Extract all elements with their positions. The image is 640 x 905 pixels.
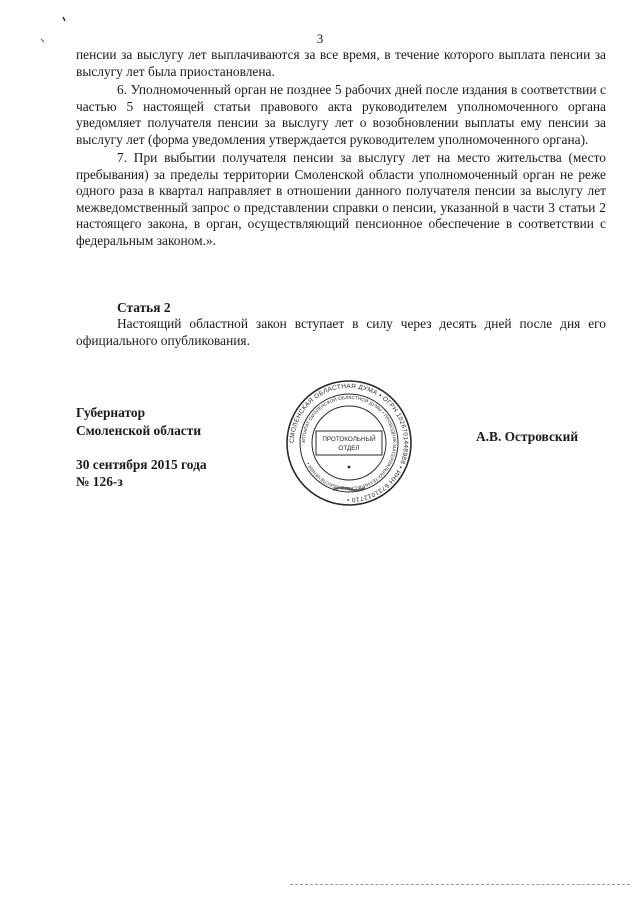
seal-outer-text: СМОЛЕНСКАЯ ОБЛАСТНАЯ ДУМА • ОГРН 1026701448988 • ИНН 6731012710 • (288, 382, 410, 504)
article-2-text: Настоящий областной закон вступает в силу через десять дней после дня его официального опубликования. (76, 316, 606, 348)
article-2-text-block (76, 316, 606, 351)
signatory-position-line2: Смоленской области (76, 423, 202, 438)
law-date: 30 сентября 2015 года (76, 457, 207, 472)
seal-dot (348, 466, 351, 469)
signature-block (76, 404, 207, 490)
body-paragraph-7: 7. При выбытии получателя пенсии за выслугу лет на место жительства (место пребывания) за пределы территории Смоленской области уполномоченный орган не реже одного раза в квартал направляет в отношении данного получателя пенсии за выслугу лет межведомственный запрос о представлении справки о пенсии, указанной в части 3 статьи 2 настоящего закона, в орган, осуществляющий пенсионное обеспечение в соответствии с федеральным законом.». (76, 150, 606, 248)
signatory-name: А.В. Островский (476, 429, 579, 444)
body-paragraph-6: 6. Уполномоченный орган не позднее 5 рабочих дней после издания в соответствии с частью 5 настоящей статьи правового акта руководителем уполномоченного органа уведомляет получателя пенсии за выслугу лет о возобновлении выплаты ему пенсии за выслугу лет (форма уведомления утверждается руководителем уполномоченного органа). (76, 82, 606, 147)
law-number: № 126-з (76, 474, 123, 489)
article-2-heading: Статья 2 (117, 300, 171, 315)
footer-rule (290, 884, 630, 885)
body-paragraph-1: пенсии за выслугу лет выплачиваются за все время, в течение которого выплата пенсии за выслугу лет была приостановлена. (76, 47, 606, 79)
seal-center-line1: ПРОТОКОЛЬНЫЙ (322, 436, 376, 443)
seal-bottom-smudge (333, 488, 365, 491)
body-text-block (76, 47, 606, 251)
seal-center-line2: ОТДЕЛ (338, 445, 360, 452)
page-number: 3 (316, 31, 324, 46)
official-seal (285, 379, 413, 507)
date-block (76, 456, 207, 490)
signatory-position-line1: Губернатор (76, 405, 146, 420)
seal-inner-text: АППАРАТ СМОЛЕНСКОЙ ОБЛАСТНОЙ ДУМЫ • ПРОВОДНИК МАТЕРИАЛЬНО-ТЕХНИЧЕСКОГО ОБЕСПЕЧЕНИЯ • (300, 394, 398, 492)
margin-mark-top (63, 17, 65, 21)
